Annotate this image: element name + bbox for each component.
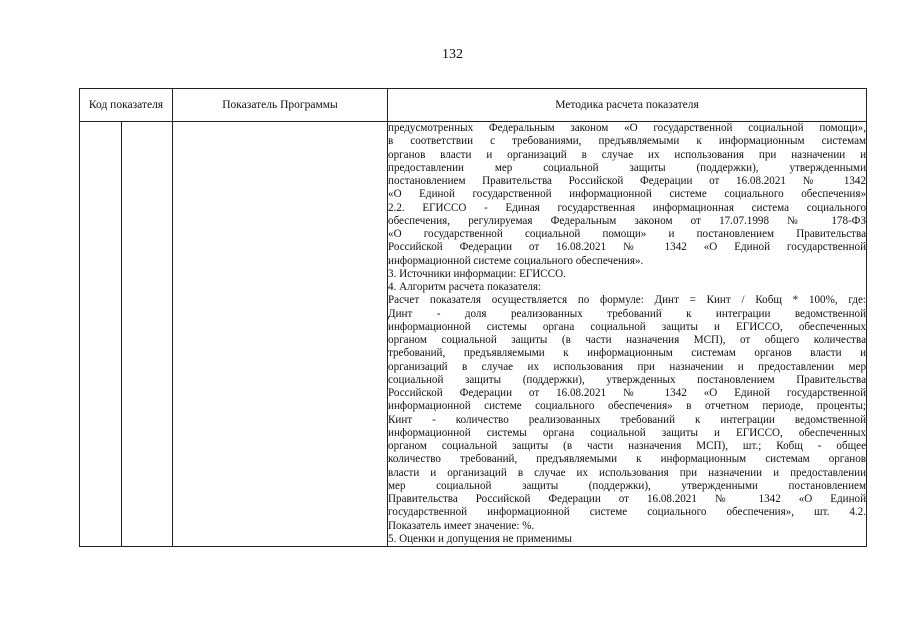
indicator-table (79, 88, 867, 547)
method-line: обеспечения, регулируемая Федеральным законом от 17.07.1998 № 178-ФЗ (388, 214, 867, 227)
indicator-cell (173, 122, 388, 547)
table-row (80, 122, 867, 547)
method-line: Расчет показателя осуществляется по формуле: Динт = Кинт / Кобщ * 100%, где: (388, 294, 867, 307)
method-line: количество требований, предъявляемыми к информационным системам органов (388, 453, 867, 466)
method-line: мер социальной защиты (поддержки), утвержденными постановлением (388, 479, 867, 492)
method-line: требований, предъявляемыми к информационным системам органов власти и (388, 347, 867, 360)
method-cell (388, 122, 867, 547)
method-line: Российской Федерации от 16.08.2021 № 1342 «О Единой государственной (388, 387, 867, 399)
method-line: информационной системы органа социальной защиты и ЕГИССО, обеспеченных (388, 426, 867, 439)
table-header-row (80, 89, 867, 122)
method-text (388, 122, 866, 546)
header-method: Методика расчета показателя (388, 89, 867, 122)
method-line: Правительства Российской Федерации от 16.08.2021 № 1342 «О Единой (388, 493, 867, 505)
method-line: 4. Алгоритм расчета показателя: (388, 281, 542, 293)
method-line: 2.2. ЕГИССО - Единая государственная информационная система социального (388, 201, 867, 214)
method-line: Показатель имеет значение: %. (388, 519, 535, 532)
method-line: организаций в случае их использования при назначении и предоставлении мер (388, 360, 867, 373)
method-line: органом социальной защиты (в части назначения МСП), шт.; Кобщ - общее (388, 440, 867, 452)
method-line: социальной защиты (поддержки), утвержденных постановлением Правительства (388, 373, 867, 386)
method-line: 5. Оценки и допущения не применимы (388, 532, 572, 545)
code-cell-left (80, 122, 122, 547)
method-line: информационной системе социального обеспечения» в отчетном периоде, проценты; (388, 400, 867, 413)
method-line: Кинт - количество реализованных требований к интеграции ведомственной (388, 413, 867, 426)
method-line: предоставлении мер социальной защиты (поддержки), утвержденными (388, 161, 867, 174)
method-line: «О Единой государственной информационной системе социального обеспечения» (388, 188, 867, 201)
method-line: Российской Федерации от 16.08.2021 № 1342 «О Единой государственной (388, 241, 867, 254)
method-line: предусмотренных Федеральным законом «О государственной социальной помощи», (388, 122, 867, 134)
method-line: информационной системе социального обеспечения». (388, 254, 644, 267)
method-line: «О государственной социальной помощи» и постановлением Правительства (388, 228, 867, 240)
method-line: государственной информационной системе социального обеспечения», шт. 4.2. (388, 506, 867, 519)
method-line: органов власти и организаций в случае их использования при назначении и (388, 148, 867, 161)
method-line: информационной системы органа социальной защиты и ЕГИССО, обеспеченных (388, 320, 867, 333)
code-cell-right (122, 122, 173, 547)
method-line: в соответствии с требованиями, предъявляемыми к информационным системам (388, 135, 867, 148)
header-indicator: Показатель Программы (173, 89, 388, 122)
page-number: 132 (442, 47, 463, 62)
method-line: 3. Источники информации: ЕГИССО. (388, 267, 566, 280)
method-line: постановлением Правительства Российской Федерации от 16.08.2021 № 1342 (388, 175, 867, 187)
method-line: власти и организаций в случае их использования при назначении и предоставлении (388, 466, 867, 479)
method-line: Динт - доля реализованных требований к интеграции ведомственной (388, 307, 867, 320)
method-line: органом социальной защиты (в части назначения МСП), от общего количества (388, 334, 867, 346)
header-code: Код показателя (80, 89, 173, 122)
